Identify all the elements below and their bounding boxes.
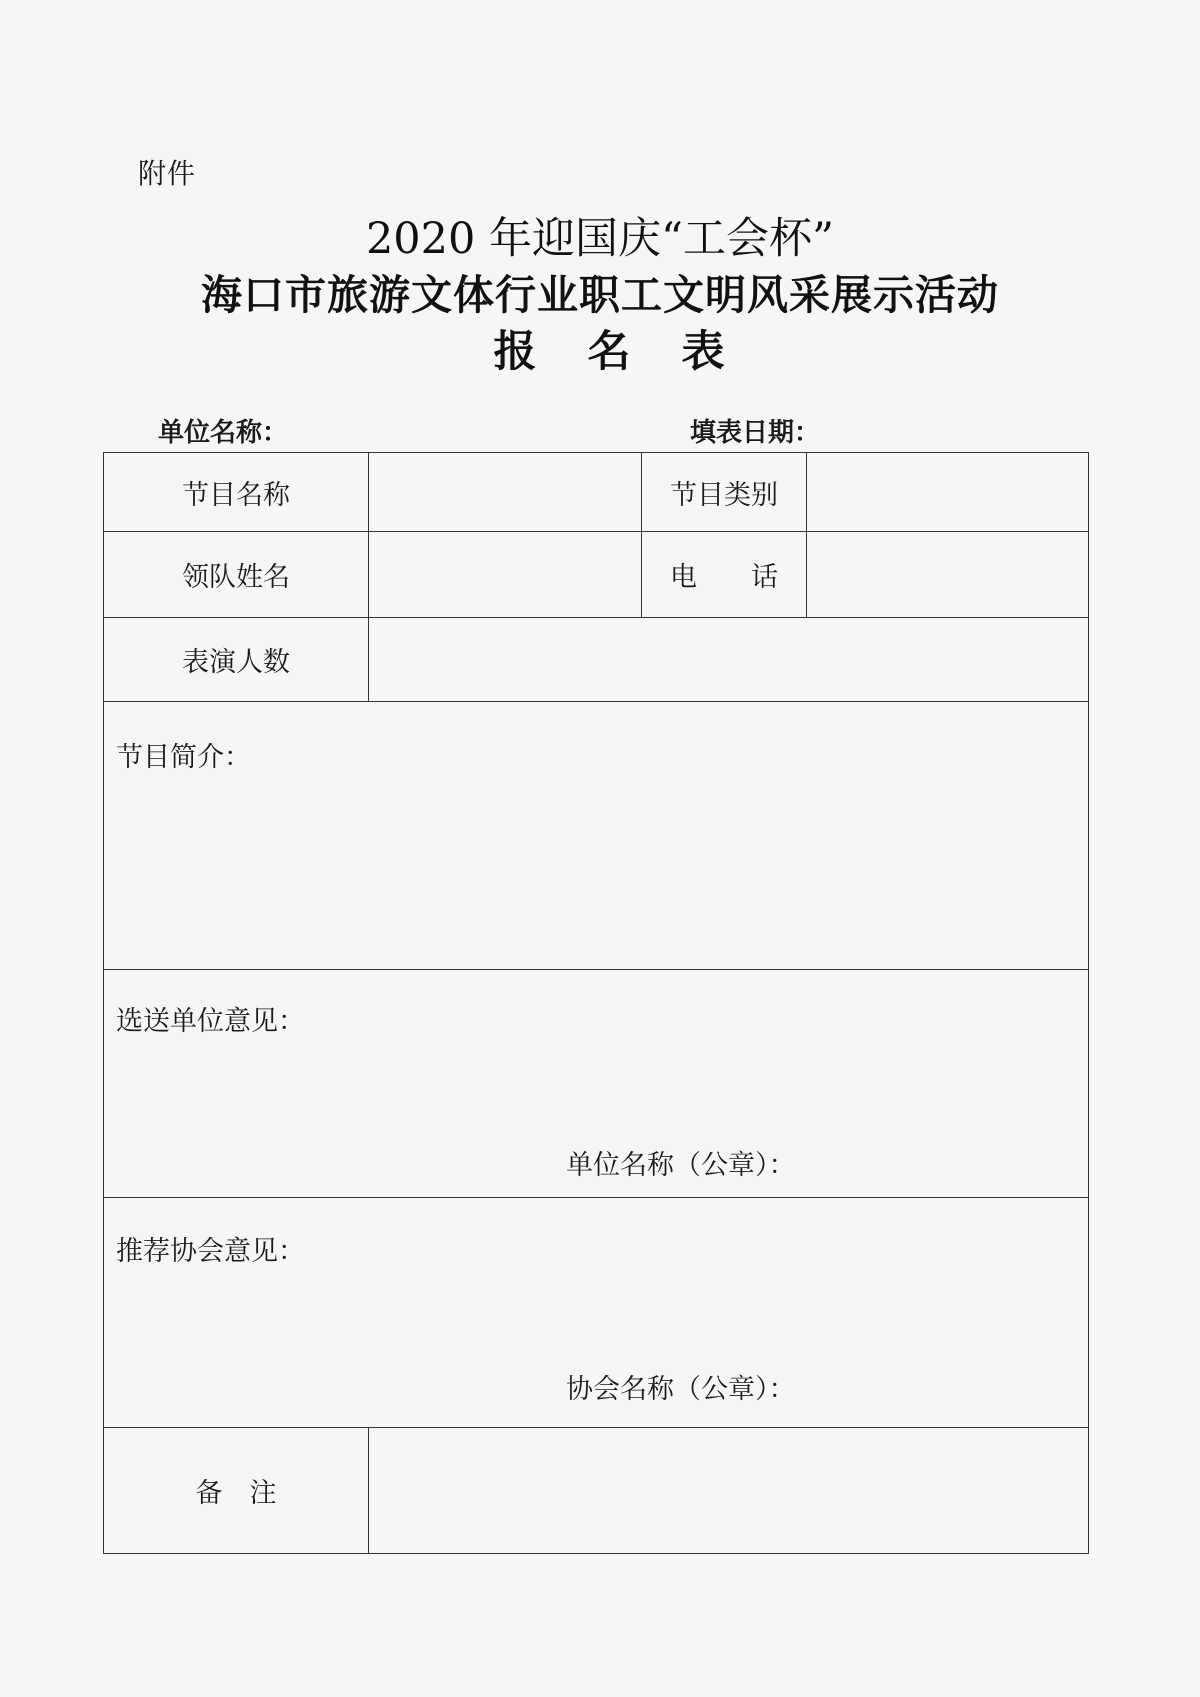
performer-count-label: 表演人数 — [182, 647, 290, 678]
program-category-label: 节目类别 — [670, 479, 778, 511]
association-seal-label: 协会名称（公章）： — [566, 1374, 796, 1405]
title-line-1: 2020 年迎国庆“工会杯” — [365, 214, 835, 264]
program-category-field[interactable] — [807, 453, 1087, 531]
remarks-field[interactable] — [369, 1428, 1087, 1552]
phone-field[interactable] — [807, 532, 1087, 617]
program-intro-field[interactable] — [104, 773, 1087, 968]
leader-name-field[interactable] — [369, 532, 640, 617]
row-divider — [104, 1197, 1088, 1198]
unit-opinion-label: 选送单位意见： — [116, 1006, 305, 1037]
remarks-label: 备 注 — [195, 1477, 277, 1509]
registration-form-table — [103, 452, 1089, 1554]
program-name-field[interactable] — [369, 453, 640, 531]
program-name-label: 节目名称 — [182, 479, 290, 511]
row-divider — [104, 701, 1088, 702]
association-opinion-label: 推荐协会意见： — [116, 1236, 305, 1267]
row-divider — [104, 969, 1088, 970]
performer-count-field[interactable] — [369, 618, 1087, 701]
unit-name-label: 单位名称： — [158, 418, 289, 448]
leader-name-label: 领队姓名 — [182, 562, 290, 593]
phone-label: 电 话 — [670, 562, 778, 593]
form-title: 报 名 表 — [493, 327, 743, 377]
attachment-label: 附件 — [138, 157, 197, 190]
fill-date-label: 填表日期： — [690, 418, 821, 448]
program-intro-label: 节目简介： — [116, 742, 251, 773]
unit-seal-label: 单位名称（公章）： — [566, 1150, 796, 1181]
title-line-2: 海口市旅游文体行业职工文明风采展示活动 — [201, 271, 999, 319]
